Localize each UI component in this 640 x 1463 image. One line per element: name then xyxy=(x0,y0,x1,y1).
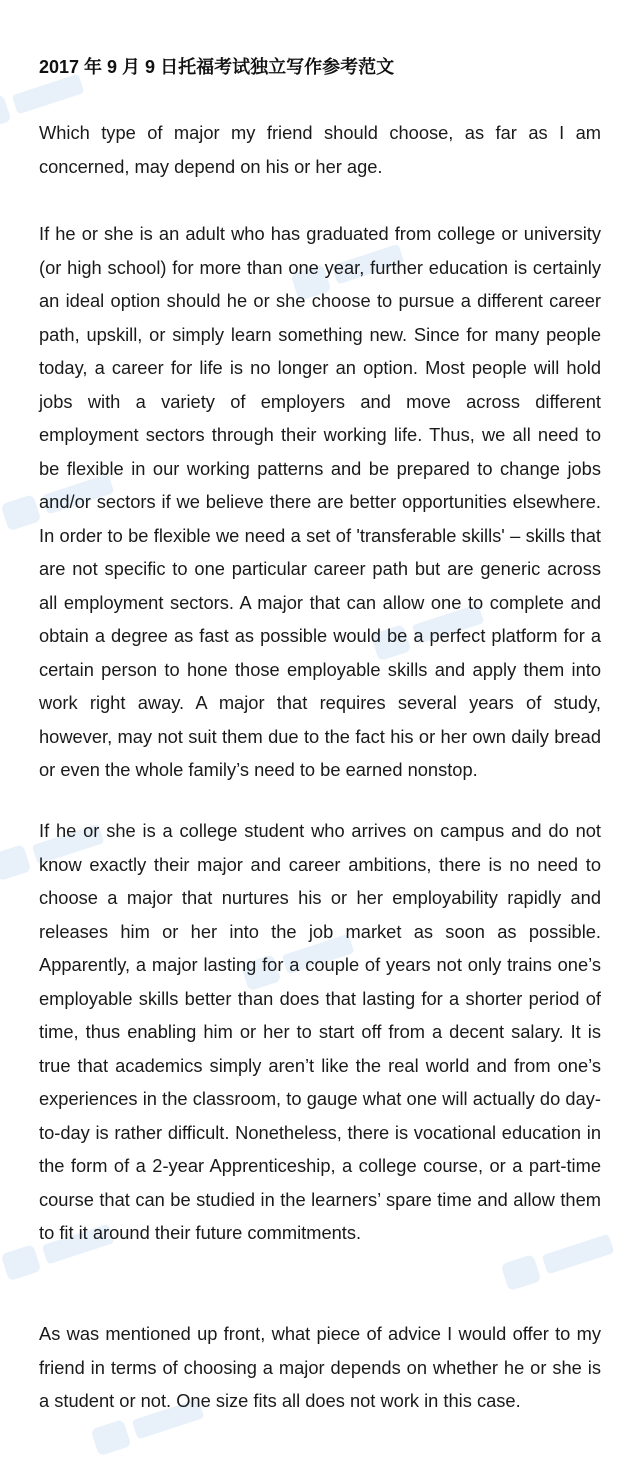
paragraph-conclusion: As was mentioned up front, what piece of advice I would offer to my friend in terms of choosing a major depends on whether he or she is a student or not. One size fits all does not work in this case. xyxy=(39,1323,601,1411)
paragraph-intro: Which type of major my friend should choose, as far as I am concerned, may depend on his or her age. xyxy=(39,122,601,177)
paragraph-student: If he or she is a college student who arrives on campus and do not know exactly their major and career ambitions, there is no need to choose a major that nurtures his or her employability rapidly and releases him or her into the job market as soon as possible. Apparently, a major lasting for a couple of years not only trains one’s employable skills better than does that lasting for a shorter period of time, thus enabling him or her to start off from a decent salary. It is true that academics simply aren’t like the real world and from one’s experiences in the classroom, to gauge what one will actually do day-to-day is rather difficult. Nonetheless, there is vocational education in the form of a 2-year Apprenticeship, a college course, or a part-time course that can be studied in the learners’ spare time and allow them to fit it around their future commitments. xyxy=(39,820,601,1243)
document-title: 2017 年 9 月 9 日托福考试独立写作参考范文 xyxy=(39,57,395,77)
paragraph-adult: If he or she is an adult who has graduated from college or university (or high school) for more than one year, further education is certainly an ideal option should he or she choose to pursue a different career path, upskill, or simply learn something new. Since for many people today, a career for life is no longer an option. Most people will hold jobs with a variety of employers and move across different employment sectors through their working life. Thus, we all need to be flexible in our working patterns and be prepared to change jobs and/or sectors if we believe there are better opportunities elsewhere. In order to be flexible we need a set of 'transferable skills' – skills that are not specific to one particular career path but are generic across all employment sectors. A major that can allow one to complete and obtain a degree as fast as possible would be a perfect platform for a certain person to hone those employable skills and apply them into work right away. A major that requires several years of study, however, may not suit them due to the fact his or her own daily bread or even the whole family’s need to be earned nonstop. xyxy=(39,223,601,780)
